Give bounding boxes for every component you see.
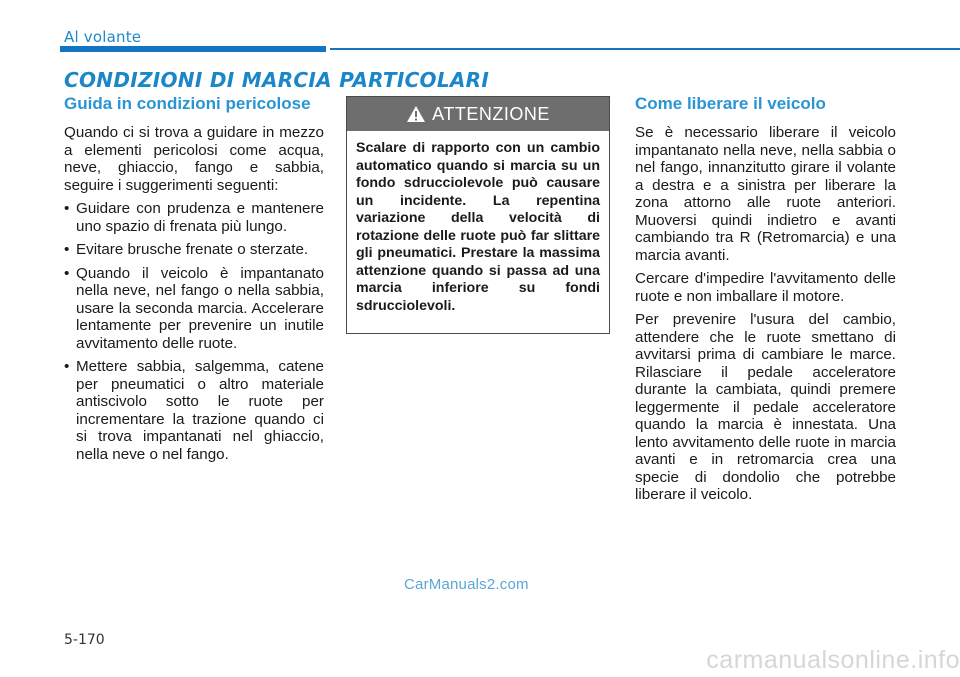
list-item: • Quando il veicolo è impantanato nella neve, nel fango o nella sabbia, usare la seconda marcia. Accelerare lentamente per prevenire un inutile avvitamento delle ruote. xyxy=(64,264,324,352)
right-paragraph: Per prevenire l'usura del cambio, attendere che le ruote smettano di avvitarsi prima di cambiare le marce. Rilasciare il pedale acceleratore durante la cambiata, quindi premere leggermente il pedale acceleratore quando la marcia è innestata. Una lento avvitamento delle ruote in marcia avanti e in retromarcia crea una specie di dondolio che potrebbe liberare il veicolo. xyxy=(635,311,896,503)
warning-text: Scalare di rapporto con un cambio automatico quando si marcia su un fondo sdrucciolevole può causare un incidente. La repentina variazione della velocità di rotazione delle ruote può far slittare gli pneumatici. Prestare la massima attenzione quando si passa ad una marcia inferiore su fondi sdrucciolevoli. xyxy=(356,140,600,314)
left-heading: Guida in condizioni pericolose xyxy=(64,94,311,113)
header-rule-thick xyxy=(60,46,326,52)
bullet-icon: • xyxy=(64,358,70,375)
list-item: • Evitare brusche frenate o sterzate. xyxy=(64,241,309,258)
warning-title: ATTENZIONE xyxy=(432,103,550,124)
list-item: • Guidare con prudenza e mantenere uno spazio di frenata più lungo. xyxy=(64,200,324,235)
page-number: 5-170 xyxy=(64,632,105,648)
bullet-list xyxy=(64,200,324,463)
right-paragraph: Se è necessario liberare il veicolo impantanato nella neve, nella sabbia o nel fango, innanzitutto girare il volante a destra e a sinistra per liberare la zona attorno alle ruote anteriori. Muoversi quindi indietro e avanti cambiando tra R (Retromarcia) e una marcia avanti. xyxy=(635,124,896,264)
right-column xyxy=(635,94,896,510)
bullet-icon: • xyxy=(64,241,70,258)
left-column xyxy=(64,94,324,469)
warning-header xyxy=(347,97,609,131)
bullet-icon: • xyxy=(64,264,70,282)
right-heading: Come liberare il veicolo xyxy=(635,94,826,113)
warning-triangle-icon xyxy=(406,105,426,123)
bullet-icon: • xyxy=(64,200,70,217)
right-paragraph: Cercare d'impedire l'avvitamento delle ruote e non imballare il motore. xyxy=(635,270,896,305)
site-watermark: carmanualsonline.info xyxy=(706,646,960,674)
warning-box xyxy=(346,96,610,334)
list-item: • Mettere sabbia, salgemma, catene per pneumatici o altro materiale antiscivolo sotto le ruote per incrementare la trazione quando ci si trova impantanati nel ghiaccio, nella neve o nel fango. xyxy=(64,358,324,463)
header-rule-thin xyxy=(330,48,960,50)
section-label: Al volante xyxy=(64,28,142,46)
left-intro: Quando ci si trova a guidare in mezzo a elementi pericolosi come acqua, neve, ghiaccio, fango e sabbia, seguire i suggerimenti seguenti: xyxy=(64,124,324,194)
page-title: CONDIZIONI DI MARCIA PARTICOLARI xyxy=(64,68,490,92)
watermark-link[interactable]: CarManuals2.com xyxy=(404,576,529,593)
